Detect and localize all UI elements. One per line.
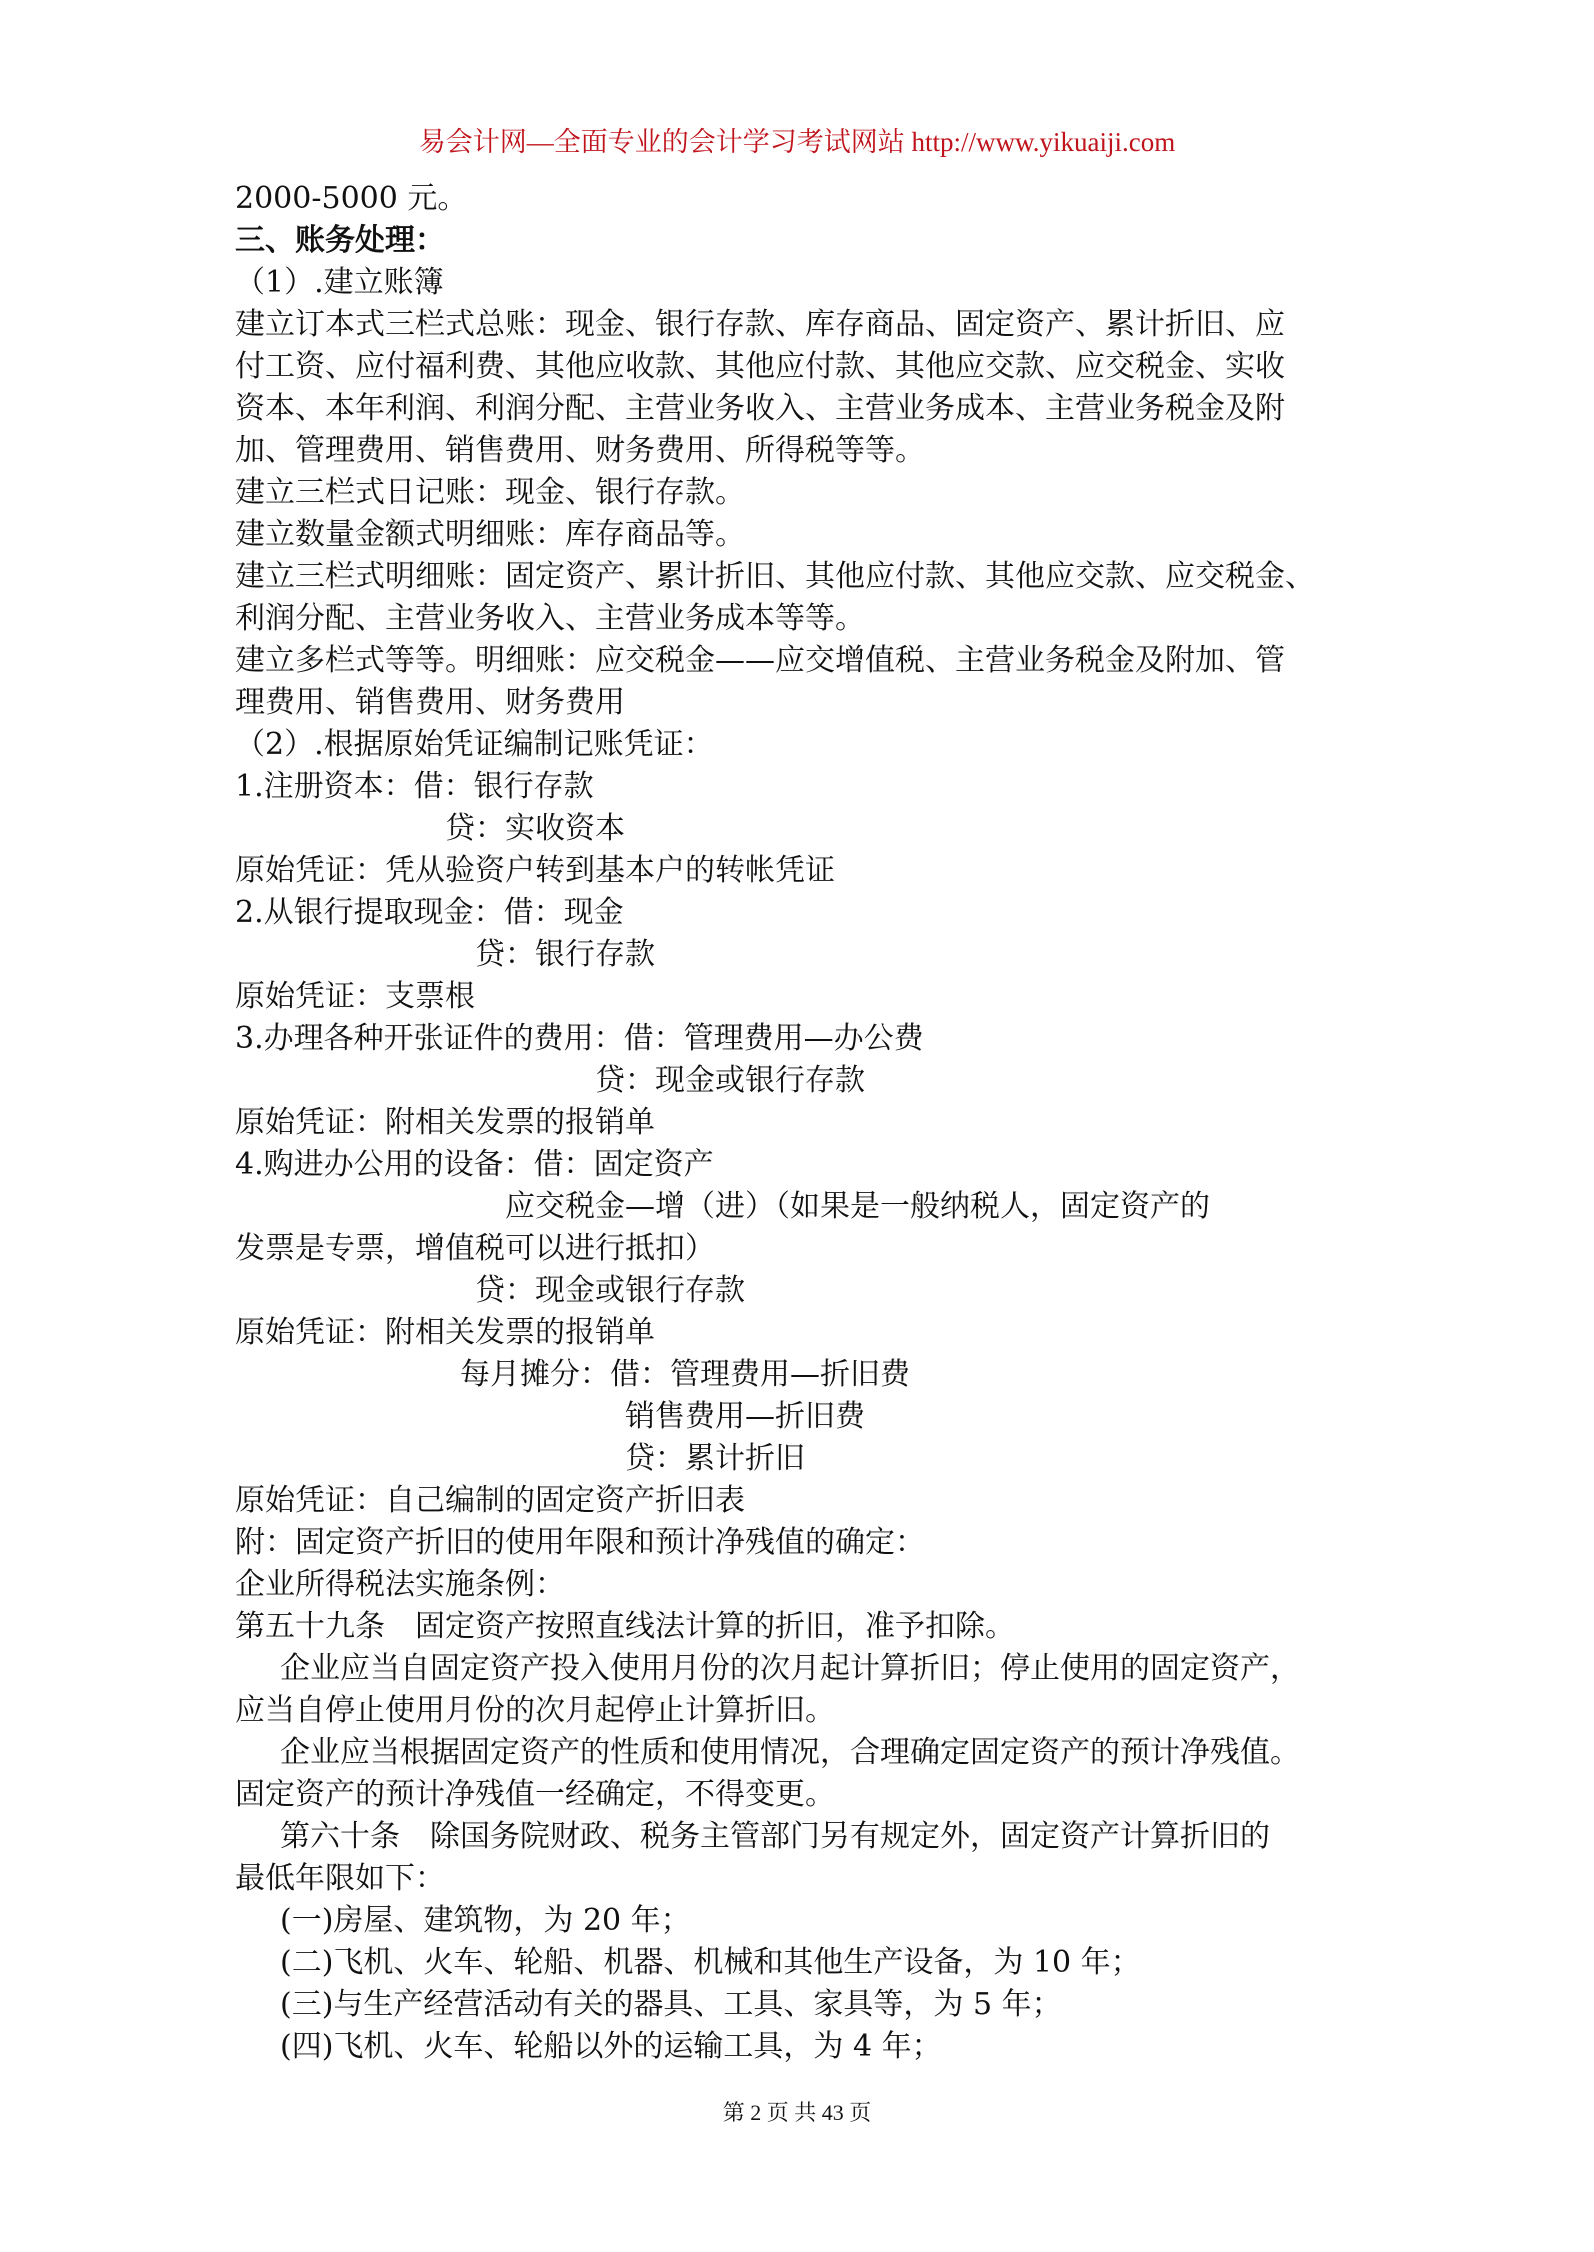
document-line: 资本、本年利润、利润分配、主营业务收入、主营业务成本、主营业务税金及附 <box>235 391 1285 426</box>
page-footer: 第 2 页 共 43 页 <box>722 2100 872 2125</box>
document-line: 第六十条 除国务院财政、税务主管部门另有规定外，固定资产计算折旧的 <box>280 1819 1270 1854</box>
document-line: 原始凭证：支票根 <box>235 979 475 1014</box>
document-line: 1.注册资本：借：银行存款 <box>235 769 594 804</box>
document-line: （1）.建立账簿 <box>235 265 444 300</box>
document-line: 贷：累计折旧 <box>625 1441 805 1476</box>
document-line: (四)飞机、火车、轮船以外的运输工具，为 4 年； <box>280 2029 942 2064</box>
document-line: 2.从银行提取现金：借：现金 <box>235 895 624 930</box>
document-line: 原始凭证：附相关发票的报销单 <box>235 1105 655 1140</box>
document-line: 原始凭证：自己编制的固定资产折旧表 <box>235 1483 745 1518</box>
document-line: 最低年限如下： <box>235 1861 445 1896</box>
document-line: 2000-5000 元。 <box>235 181 468 216</box>
document-line: 贷：实收资本 <box>445 811 625 846</box>
document-line: 3.办理各种开张证件的费用：借：管理费用—办公费 <box>235 1021 924 1056</box>
document-line: (一)房屋、建筑物，为 20 年； <box>280 1903 691 1938</box>
document-line: 原始凭证：附相关发票的报销单 <box>235 1315 655 1350</box>
document-line: 每月摊分：借：管理费用—折旧费 <box>460 1357 910 1392</box>
document-line: 应交税金—增（进）（如果是一般纳税人，固定资产的 <box>505 1189 1210 1224</box>
document-line: 建立数量金额式明细账：库存商品等。 <box>235 517 745 552</box>
document-line: 贷：现金或银行存款 <box>595 1063 865 1098</box>
document-line: 企业所得税法实施条例： <box>235 1567 565 1602</box>
document-line: 建立多栏式等等。明细账：应交税金——应交增值税、主营业务税金及附加、管 <box>235 643 1285 678</box>
document-line: 企业应当自固定资产投入使用月份的次月起计算折旧；停止使用的固定资产， <box>280 1651 1300 1686</box>
document-body <box>235 178 1365 2068</box>
document-line: 发票是专票，增值税可以进行抵扣） <box>235 1231 715 1266</box>
document-line: 三、账务处理： <box>235 223 445 258</box>
document-line: 4.购进办公用的设备：借：固定资产 <box>235 1147 714 1182</box>
document-line: (二)飞机、火车、轮船、机器、机械和其他生产设备，为 10 年； <box>280 1945 1141 1980</box>
document-line: (三)与生产经营活动有关的器具、工具、家具等，为 5 年； <box>280 1987 1062 2022</box>
page-header-link: 易会计网—全面专业的会计学习考试网站 http://www.yikuaiji.com <box>418 127 1176 157</box>
document-line: （2）.根据原始凭证编制记账凭证： <box>235 727 714 762</box>
document-line: 贷：银行存款 <box>475 937 655 972</box>
document-line: 固定资产的预计净残值一经确定，不得变更。 <box>235 1777 835 1812</box>
document-line: 第五十九条 固定资产按照直线法计算的折旧，准予扣除。 <box>235 1609 1015 1644</box>
document-line: 理费用、销售费用、财务费用 <box>235 685 625 720</box>
document-line: 建立订本式三栏式总账：现金、银行存款、库存商品、固定资产、累计折旧、应 <box>235 307 1285 342</box>
document-line: 原始凭证：凭从验资户转到基本户的转帐凭证 <box>235 853 835 888</box>
document-line: 加、管理费用、销售费用、财务费用、所得税等等。 <box>235 433 925 468</box>
document-line: 销售费用—折旧费 <box>625 1399 865 1434</box>
document-line: 建立三栏式明细账：固定资产、累计折旧、其他应付款、其他应交款、应交税金、 <box>235 559 1315 594</box>
document-line: 附：固定资产折旧的使用年限和预计净残值的确定： <box>235 1525 925 1560</box>
document-line: 贷：现金或银行存款 <box>475 1273 745 1308</box>
document-line: 应当自停止使用月份的次月起停止计算折旧。 <box>235 1693 835 1728</box>
document-line: 付工资、应付福利费、其他应收款、其他应付款、其他应交款、应交税金、实收 <box>235 349 1285 384</box>
document-line: 企业应当根据固定资产的性质和使用情况，合理确定固定资产的预计净残值。 <box>280 1735 1300 1770</box>
document-line: 建立三栏式日记账：现金、银行存款。 <box>235 475 745 510</box>
document-line: 利润分配、主营业务收入、主营业务成本等等。 <box>235 601 865 636</box>
